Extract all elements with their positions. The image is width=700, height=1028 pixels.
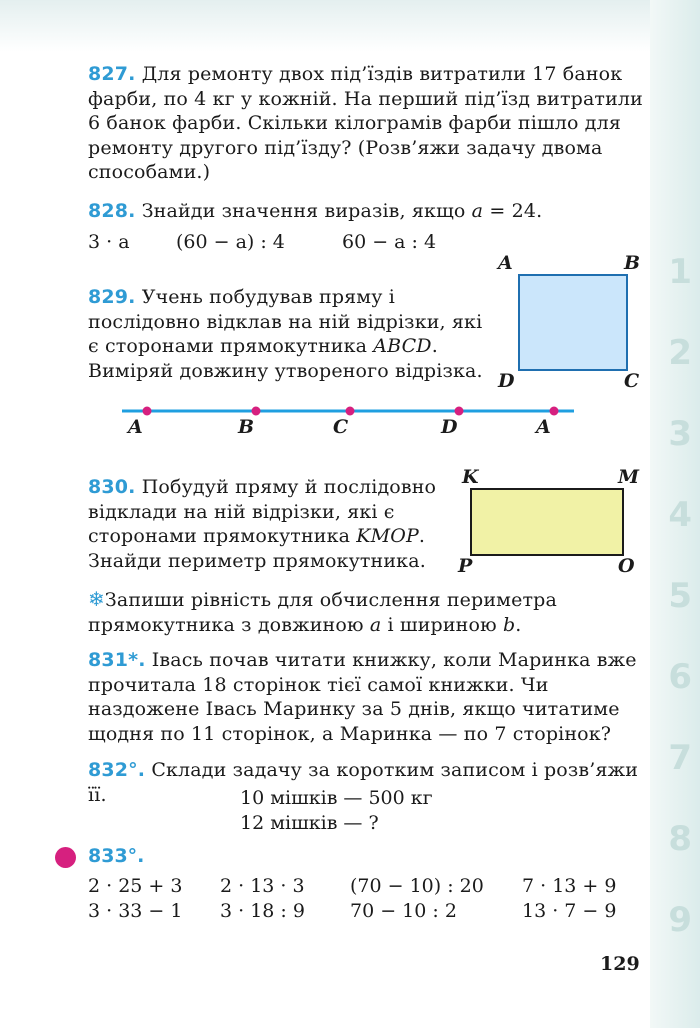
side-tab-6: 6 bbox=[668, 657, 692, 697]
point-d bbox=[455, 407, 464, 416]
corner-k: K bbox=[462, 466, 479, 488]
task-829-text: Учень побудував пряму і послідовно відклав на ній відрізки, які є сторонами прямокутника bbox=[88, 286, 483, 358]
side-tab-3: 3 bbox=[668, 414, 692, 454]
expr-833-r1c1: 2 · 25 + 3 bbox=[88, 875, 183, 897]
task-830-text-end: . Знайди периметр прямокутника. bbox=[88, 525, 426, 572]
task-829-number: 829. bbox=[88, 286, 136, 308]
expr-833-r2c3: 70 − 10 : 2 bbox=[350, 900, 457, 922]
short-record-line-2: 12 мішків — ? bbox=[240, 812, 379, 834]
corner-d: D bbox=[498, 370, 515, 392]
line-label-d: D bbox=[441, 416, 458, 438]
task-831-number: 831*. bbox=[88, 649, 146, 671]
short-record-line-1: 10 мішків — 500 кг bbox=[240, 787, 433, 809]
task-828-text-end: = 24. bbox=[483, 200, 543, 222]
task-832-text: Склади задачу за коротким записом і розв’яжи її. bbox=[88, 759, 639, 806]
task-833-number-text: 833°. bbox=[88, 845, 145, 867]
corner-o: O bbox=[618, 555, 635, 577]
page-number: 129 bbox=[600, 953, 640, 975]
point-a-end bbox=[550, 407, 559, 416]
expr-833-r1c2: 2 · 13 · 3 bbox=[220, 875, 305, 897]
var-b: b bbox=[502, 613, 516, 636]
var-a: a bbox=[369, 613, 382, 636]
side-tab-5: 5 bbox=[668, 576, 692, 616]
task-832-number: 832°. bbox=[88, 759, 146, 781]
corner-b: B bbox=[624, 252, 641, 274]
corner-c: C bbox=[624, 370, 640, 392]
task-829-text-end: . Виміряй довжину утвореного відрізка. bbox=[88, 335, 483, 382]
task-828-text: Знайди значення виразів, якщо bbox=[141, 200, 472, 222]
expr-2: (60 − a) : 4 bbox=[176, 231, 285, 253]
task-831 bbox=[88, 648, 644, 746]
expr-833-r1c3: (70 − 10) : 20 bbox=[350, 875, 484, 897]
task-827-number: 827. bbox=[88, 63, 136, 85]
side-tab-1: 1 bbox=[668, 252, 692, 292]
corner-a: A bbox=[498, 252, 513, 274]
task-830-text: Побудуй пряму й послідовно відклади на ній відрізки, які є сторонами прямокутника bbox=[88, 476, 437, 548]
expr-833-r1c4: 7 · 13 + 9 bbox=[522, 875, 617, 897]
expr-833-r2c1: 3 · 33 − 1 bbox=[88, 900, 183, 922]
number-line bbox=[0, 0, 700, 460]
corner-p: P bbox=[458, 555, 473, 577]
line-label-c: C bbox=[333, 416, 349, 438]
corner-m: M bbox=[618, 466, 640, 488]
point-b bbox=[252, 407, 261, 416]
expr-3: 60 − a : 4 bbox=[342, 231, 437, 253]
task-830-extra bbox=[88, 587, 644, 637]
task-830-number: 830. bbox=[88, 476, 136, 498]
snowflake-icon: ❄ bbox=[88, 587, 105, 611]
task-830-extra-text-3: . bbox=[515, 613, 522, 636]
expr-833-r2c4: 13 · 7 − 9 bbox=[522, 900, 617, 922]
task-828-var: a bbox=[471, 200, 484, 222]
point-c bbox=[346, 407, 355, 416]
side-tab-9: 9 bbox=[668, 900, 692, 940]
task-827-text: Для ремонту двох під’їздів витратили 17 банок фарби, по 4 кг у кожній. На перший під’їзд витратили 6 банок фарби. Скільки кілограмів фарби пішло для ремонту другого під’їзду? (Розв’яжи задачу двома способами.) bbox=[88, 63, 643, 184]
task-830 bbox=[88, 475, 448, 573]
task-830-extra-text-2: і шириною bbox=[381, 613, 503, 636]
task-830-extra-text: Запиши рівність для обчислення периметра прямокутника з довжиною bbox=[88, 589, 557, 636]
side-tab-2: 2 bbox=[668, 333, 692, 373]
line-label-a2: A bbox=[536, 416, 551, 438]
point-a-start bbox=[143, 407, 152, 416]
expr-1: 3 · a bbox=[88, 231, 130, 253]
task-829-rect-name: ABCD bbox=[373, 335, 432, 358]
line-label-a1: A bbox=[128, 416, 143, 438]
side-tab-8: 8 bbox=[668, 819, 692, 859]
task-831-text: Івась почав читати книжку, коли Маринка вже прочитала 18 сторінок тієї самої книжки. Чи наздожене Івась Маринку за 5 днів, якщо читатиме щодня по 11 сторінок, а Маринка — по 7 сторінок? bbox=[88, 649, 637, 745]
task-830-rect-name: KMOP bbox=[356, 525, 419, 548]
task-828-number: 828. bbox=[88, 200, 136, 222]
line-label-b: B bbox=[238, 416, 255, 438]
rectangle-kmop bbox=[470, 488, 624, 556]
side-tab-7: 7 bbox=[668, 738, 692, 778]
task-833-number bbox=[88, 845, 144, 867]
expr-833-r2c2: 3 · 18 : 9 bbox=[220, 900, 305, 922]
side-tab-4: 4 bbox=[668, 495, 692, 535]
bullet-marker-icon bbox=[55, 847, 76, 868]
